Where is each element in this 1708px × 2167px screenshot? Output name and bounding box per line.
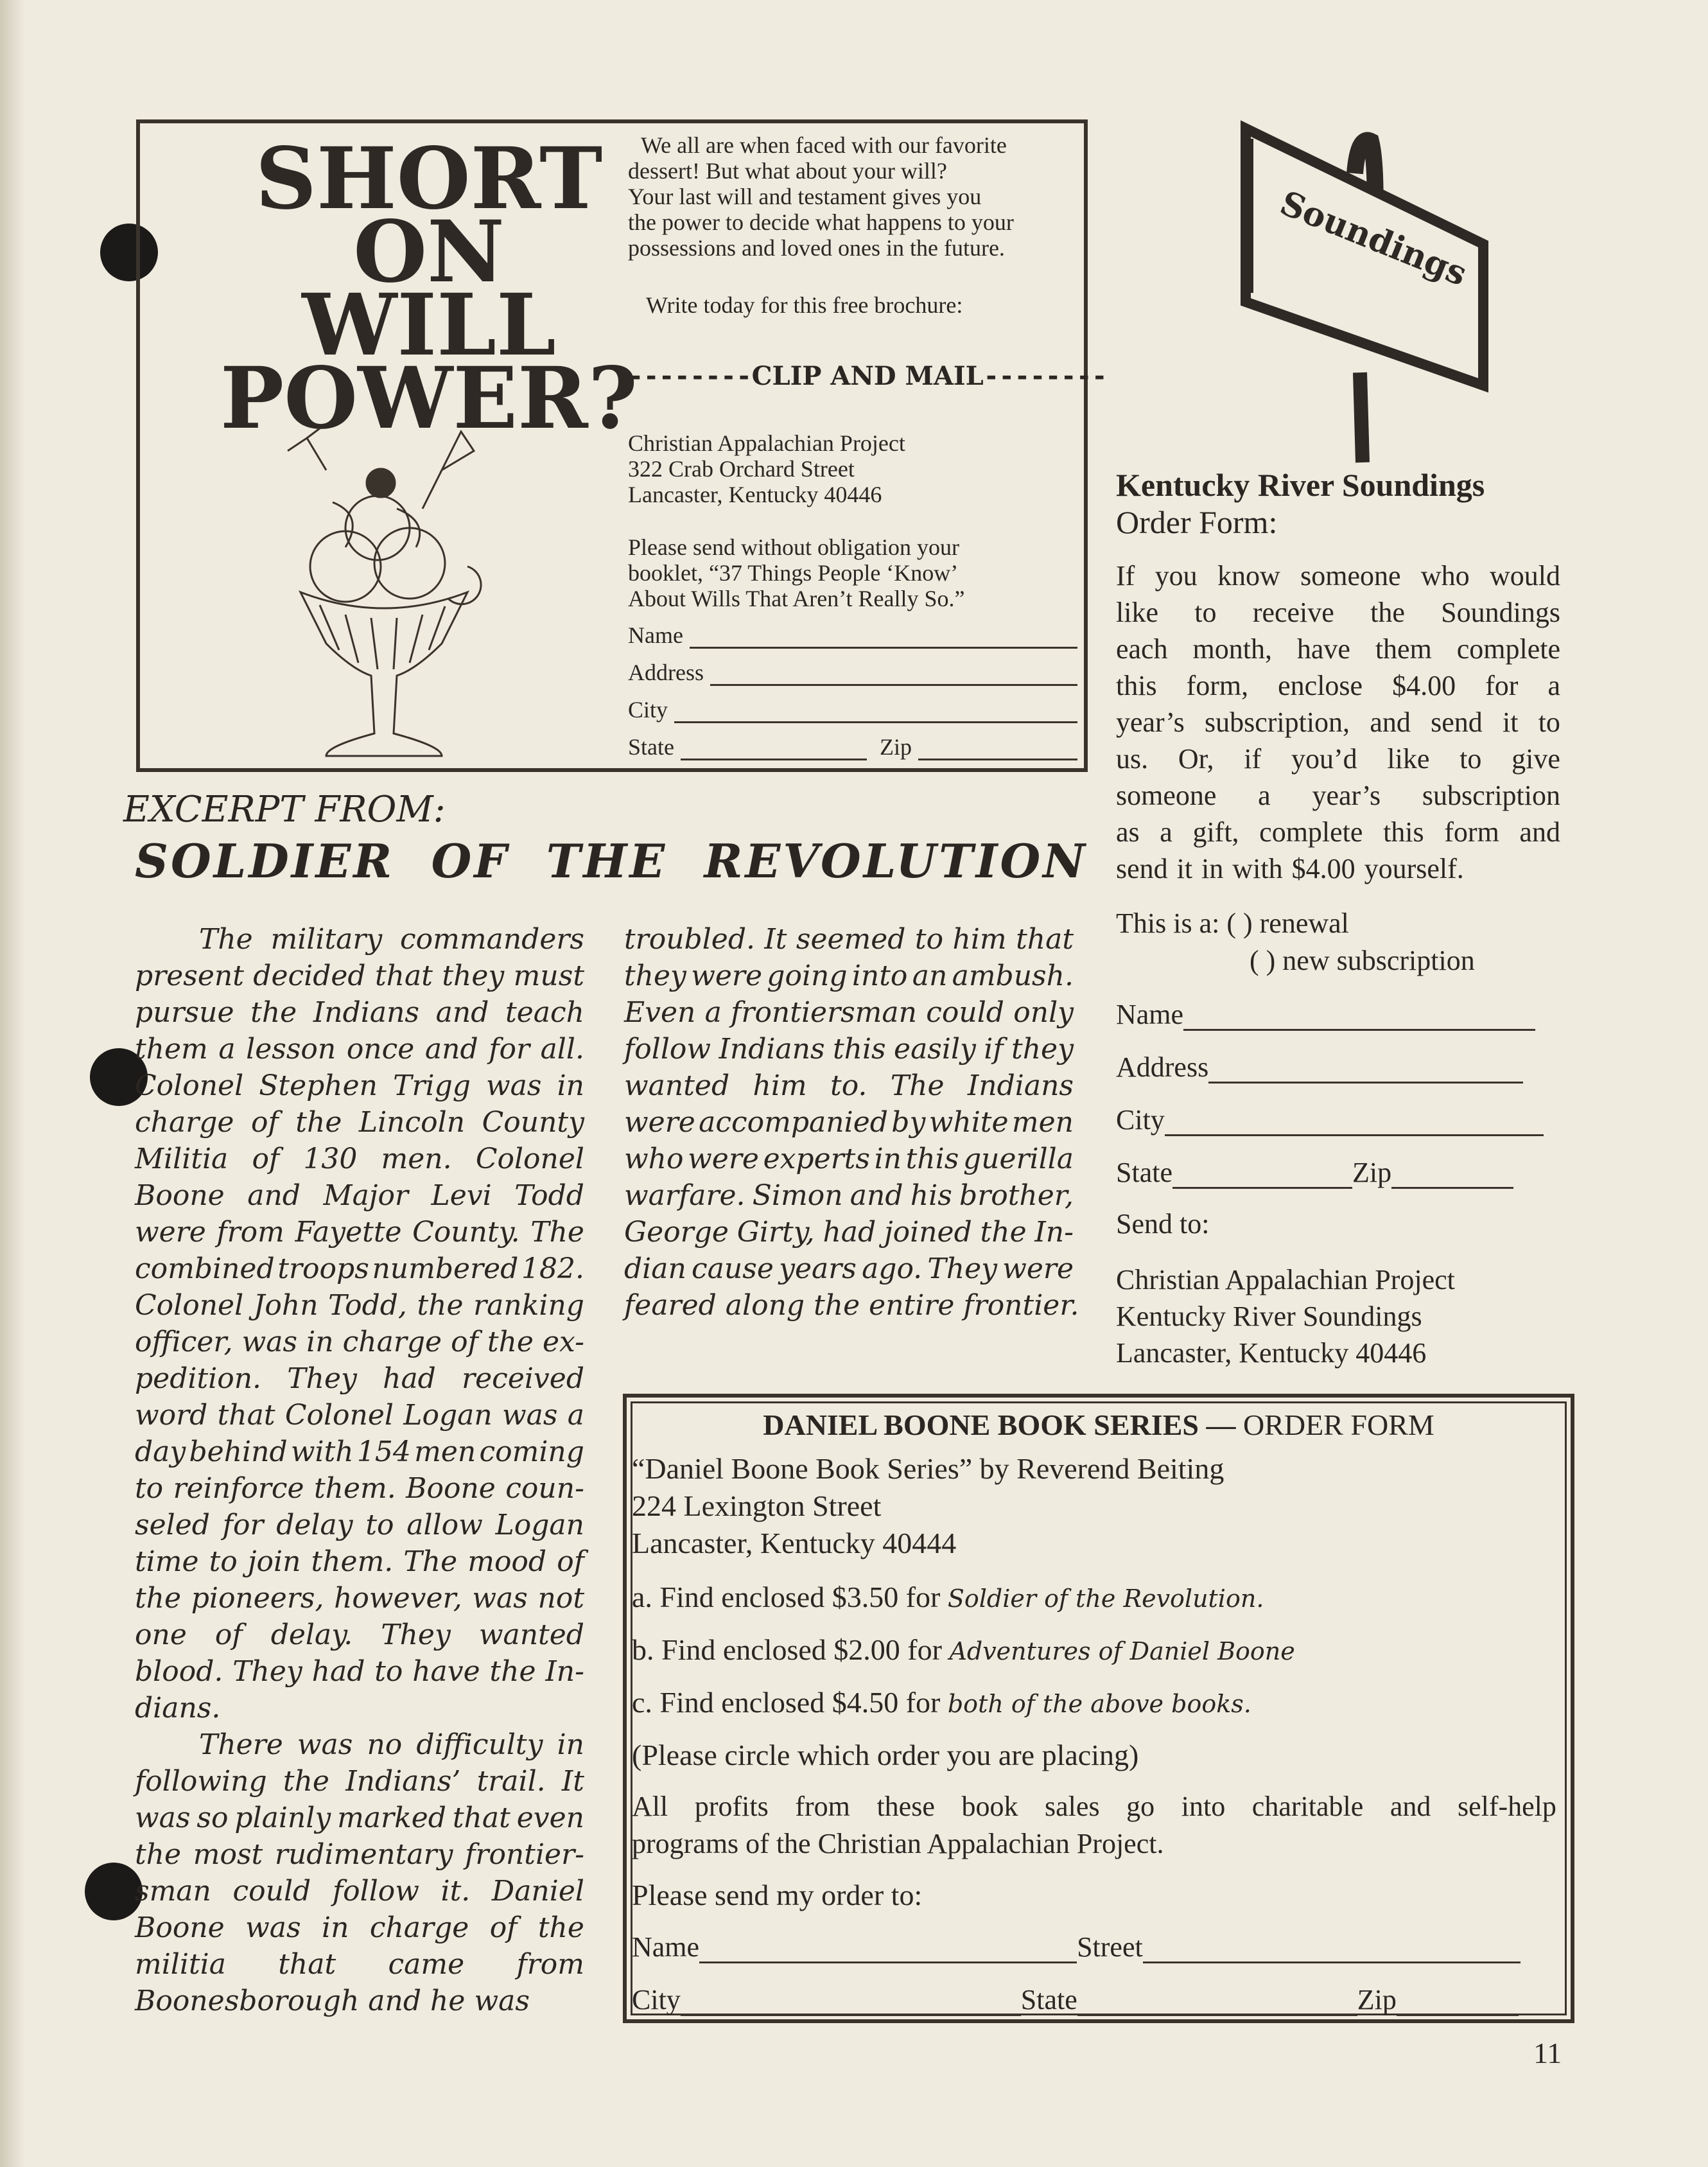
booklet-request — [628, 534, 1077, 611]
send-to-label: Send to: — [1116, 1208, 1210, 1240]
text-line: following the Indians’ trail. It — [135, 1765, 584, 1798]
address-line: Christian Appalachian Project — [628, 430, 905, 456]
title-word: SOLDIER — [135, 834, 395, 888]
text-line: seled for delay to allow Logan — [135, 1509, 584, 1541]
field-line[interactable] — [1208, 1058, 1523, 1084]
page-number: 11 — [1533, 2037, 1562, 2069]
soundings-form-title: Kentucky River Soundings — [1116, 467, 1485, 503]
excerpt-kicker: EXCERPT FROM: — [123, 789, 446, 830]
address-line: Lancaster, Kentucky 40446 — [628, 482, 882, 507]
order-option-a[interactable] — [632, 1580, 1264, 1614]
text-line: The military commanders — [199, 923, 584, 956]
field-label: Address — [1116, 1051, 1209, 1083]
title-bold: DANIEL BOONE BOOK SERIES — — [763, 1408, 1236, 1441]
address-line: 322 Crab Orchard Street — [628, 456, 855, 482]
will-name-field[interactable] — [628, 622, 1077, 649]
text-line: If you know someone who would — [1116, 560, 1560, 592]
will-state-zip-field[interactable] — [628, 733, 1077, 760]
series-line: “Daniel Boone Book Series” by Reverend Beiting — [632, 1452, 1224, 1485]
option-text: Find enclosed $4.50 for — [659, 1686, 941, 1719]
text-line: them a lesson once and for all. — [135, 1033, 584, 1066]
text-line: was so plainly marked that even — [135, 1802, 584, 1834]
will-headline — [159, 129, 699, 448]
field-label: Address — [628, 660, 704, 685]
text-line: booklet, “37 Things People ‘Know’ — [628, 560, 959, 586]
text-line: Boonesborough and he was — [135, 1985, 530, 2017]
soundings-address-field[interactable] — [1116, 1051, 1523, 1084]
will-power-ad — [136, 119, 1108, 772]
circle-note: (Please circle which order you are placing) — [632, 1739, 1139, 1771]
field-line[interactable] — [710, 665, 1077, 686]
clip-and-mail-line — [628, 361, 1108, 391]
title-word: REVOLUTION — [704, 834, 1088, 888]
option-letter: b. — [632, 1633, 654, 1666]
field-line[interactable] — [690, 627, 1077, 649]
will-mail-address — [628, 430, 1077, 507]
text-line: present decided that they must — [135, 960, 584, 992]
text-line: they were going into an ambush. — [624, 960, 1074, 992]
text-line: the power to decide what happens to your — [628, 209, 1014, 235]
article-middle-column — [624, 921, 1079, 1324]
headline-line: SHORT — [255, 129, 603, 229]
soundings-form-subtitle: Order Form: — [1116, 504, 1278, 540]
text-line: year’s subscription, and send it to — [1116, 706, 1560, 738]
headline-line: ON — [353, 202, 505, 302]
order-option-c[interactable] — [632, 1685, 1251, 1719]
text-line: this form, enclose $4.00 for a — [1116, 670, 1560, 701]
text-line: each month, have them complete — [1116, 633, 1560, 665]
order-option-b[interactable] — [632, 1633, 1295, 1667]
field-line[interactable] — [1391, 1164, 1513, 1189]
text-line: dessert! But what about your will? — [628, 158, 947, 184]
text-line: combined troops numbered 182. — [135, 1252, 584, 1285]
text-line: pursue the Indians and teach — [135, 996, 584, 1029]
clip-dashes: -------- — [983, 362, 1108, 391]
text-line: someone a year’s subscription — [1116, 780, 1560, 811]
text-line: sman could follow it. Daniel — [135, 1875, 584, 1908]
crescent-mark — [435, 560, 487, 611]
text-line: wanted him to. The Indians — [624, 1069, 1074, 1102]
soundings-name-field[interactable] — [1116, 998, 1535, 1031]
option-letter: c. — [632, 1686, 652, 1719]
field-line[interactable] — [1165, 1111, 1544, 1136]
text-line: Boone and Major Levi Todd — [135, 1179, 584, 1212]
address-line: Kentucky River Soundings — [1116, 1301, 1422, 1332]
title-word: THE — [546, 834, 668, 888]
field-line[interactable] — [681, 739, 867, 760]
text-line: Boone was in charge of the — [135, 1911, 584, 1944]
text-line: like to receive the Soundings — [1116, 597, 1560, 628]
field-label: State — [628, 734, 674, 760]
text-line: dians. — [135, 1692, 221, 1724]
field-line[interactable] — [918, 739, 1077, 760]
text-line: Colonel Stephen Trigg was in — [135, 1069, 584, 1102]
text-line: one of delay. They wanted — [135, 1619, 584, 1651]
option-text: Find enclosed $3.50 for — [659, 1581, 941, 1613]
field-label: City — [1116, 1104, 1165, 1136]
boone-street: 224 Lexington Street — [632, 1489, 882, 1522]
text-line: officer, was in charge of the ex- — [135, 1326, 584, 1358]
text-line: dian cause years ago. They were — [624, 1252, 1074, 1285]
text-line: feared along the entire frontier. — [624, 1289, 1079, 1322]
sign-label: Soundings — [1275, 183, 1473, 294]
text-line: blood. They had to have the In- — [135, 1655, 584, 1688]
text-line: Your last will and testament gives you — [628, 184, 982, 209]
page-gutter — [0, 0, 26, 2167]
binder-hole — [85, 1863, 143, 1920]
address-line: Christian Appalachian Project — [1116, 1264, 1455, 1295]
boone-form-title — [627, 1408, 1571, 1442]
text-line: pedition. They had received — [135, 1362, 584, 1395]
excerpt-title — [135, 834, 1088, 888]
address-line: Lancaster, Kentucky 40446 — [1116, 1337, 1427, 1369]
new-subscription-option[interactable]: ( ) new subscription — [1250, 945, 1475, 976]
text-line: There was no difficulty in — [199, 1728, 584, 1761]
book-title: Adventures of Daniel Boone — [949, 1637, 1295, 1665]
field-line[interactable] — [674, 702, 1077, 723]
field-line[interactable] — [1397, 1992, 1519, 2016]
field-line[interactable] — [1077, 1992, 1357, 2016]
text-line: time to join them. The mood of — [135, 1545, 584, 1578]
field-label: City — [632, 1984, 681, 2015]
text-line: warfare. Simon and his brother, — [624, 1179, 1074, 1212]
title-rest: ORDER FORM — [1235, 1408, 1434, 1441]
soundings-sign-illustration — [1220, 116, 1503, 462]
soundings-city-field[interactable] — [1116, 1103, 1544, 1136]
will-address-field[interactable] — [628, 659, 1077, 686]
text-line: send it in with $4.00 yourself. — [1116, 853, 1464, 884]
text-line: us. Or, if you’d like to give — [1116, 743, 1560, 775]
text-line: follow Indians this easily if they — [624, 1033, 1074, 1066]
text-line: the pioneers, however, was not — [135, 1582, 584, 1615]
field-label: State — [1020, 1984, 1077, 2015]
text-line: Please send without obligation your — [628, 534, 959, 560]
boone-city: Lancaster, Kentucky 40444 — [632, 1527, 957, 1559]
headline-line: WILL — [302, 276, 556, 375]
text-line: were accompanied by white men — [624, 1106, 1074, 1139]
text-line: We all are when faced with our favorite — [641, 132, 1007, 158]
boone-city-state-zip-field[interactable] — [632, 1983, 1519, 2016]
write-today-text: Write today for this free brochure: — [646, 292, 963, 318]
clip-dashes: -------- — [628, 362, 752, 391]
field-label: State — [1116, 1157, 1172, 1188]
field-label: Zip — [1357, 1984, 1397, 2015]
text-line: charge of the Lincoln County — [135, 1106, 584, 1139]
field-line[interactable] — [1183, 1006, 1535, 1031]
book-title: Soldier of the Revolution. — [947, 1584, 1264, 1613]
title-word: OF — [431, 834, 510, 888]
will-city-field[interactable] — [628, 696, 1077, 723]
headline-line: POWER? — [220, 349, 638, 448]
text-line: as a gift, complete this form and — [1116, 816, 1560, 848]
text-line: possessions and loved ones in the future. — [628, 235, 1005, 261]
book-title: both of the above books. — [947, 1690, 1251, 1718]
subscription-type — [1116, 907, 1349, 940]
text-line: militia that came from — [135, 1948, 584, 1981]
subscription-label: This is a: — [1116, 908, 1220, 939]
soundings-form-body — [1116, 557, 1560, 887]
text-line: the most rudimentary frontier- — [135, 1838, 584, 1871]
will-intro — [628, 132, 1077, 261]
field-label: City — [628, 697, 668, 723]
soundings-send-address — [1116, 1261, 1455, 1371]
option-letter: a. — [632, 1581, 652, 1613]
text-line: were from Fayette County. The — [135, 1216, 584, 1249]
send-order-label: Please send my order to: — [632, 1879, 923, 1911]
text-line: Militia of 130 men. Colonel — [135, 1143, 584, 1175]
field-line[interactable] — [1172, 1164, 1352, 1189]
field-label: Name — [628, 622, 683, 648]
clip-label: CLIP AND MAIL — [751, 361, 984, 391]
profits-line: programs of the Christian Appalachian Project. — [632, 1828, 1164, 1859]
field-label: Zip — [879, 734, 912, 760]
text-line: Colonel John Todd, the ranking — [135, 1289, 584, 1322]
text-line: who were experts in this guerilla — [624, 1143, 1074, 1175]
field-label: Name — [632, 1931, 700, 1963]
text-line: George Girty, had joined the In- — [624, 1216, 1074, 1249]
text-line: troubled. It seemed to him that — [624, 923, 1074, 956]
renewal-option[interactable]: ( ) renewal — [1226, 908, 1349, 939]
profits-note — [632, 1788, 1556, 1863]
profits-line: All profits from these book sales go into charitable and self-help — [632, 1791, 1556, 1822]
field-label: Street — [1077, 1931, 1143, 1963]
text-line: word that Colonel Logan was a — [135, 1399, 584, 1432]
text-line: to reinforce them. Boone coun- — [135, 1472, 584, 1505]
soundings-state-zip-field[interactable] — [1116, 1156, 1513, 1189]
field-label: Zip — [1352, 1157, 1392, 1188]
article-left-column — [135, 921, 584, 2019]
text-line: Even a frontiersman could only — [624, 996, 1074, 1029]
field-label: Name — [1116, 999, 1184, 1030]
option-text: Find enclosed $2.00 for — [661, 1633, 942, 1666]
field-line[interactable] — [699, 1940, 1077, 1963]
field-line[interactable] — [681, 1992, 1021, 2016]
text-line: About Wills That Aren’t Really So.” — [628, 586, 965, 611]
boone-name-street-field[interactable] — [632, 1931, 1521, 1963]
text-line: day behind with 154 men coming — [135, 1435, 584, 1468]
field-line[interactable] — [1143, 1940, 1521, 1963]
